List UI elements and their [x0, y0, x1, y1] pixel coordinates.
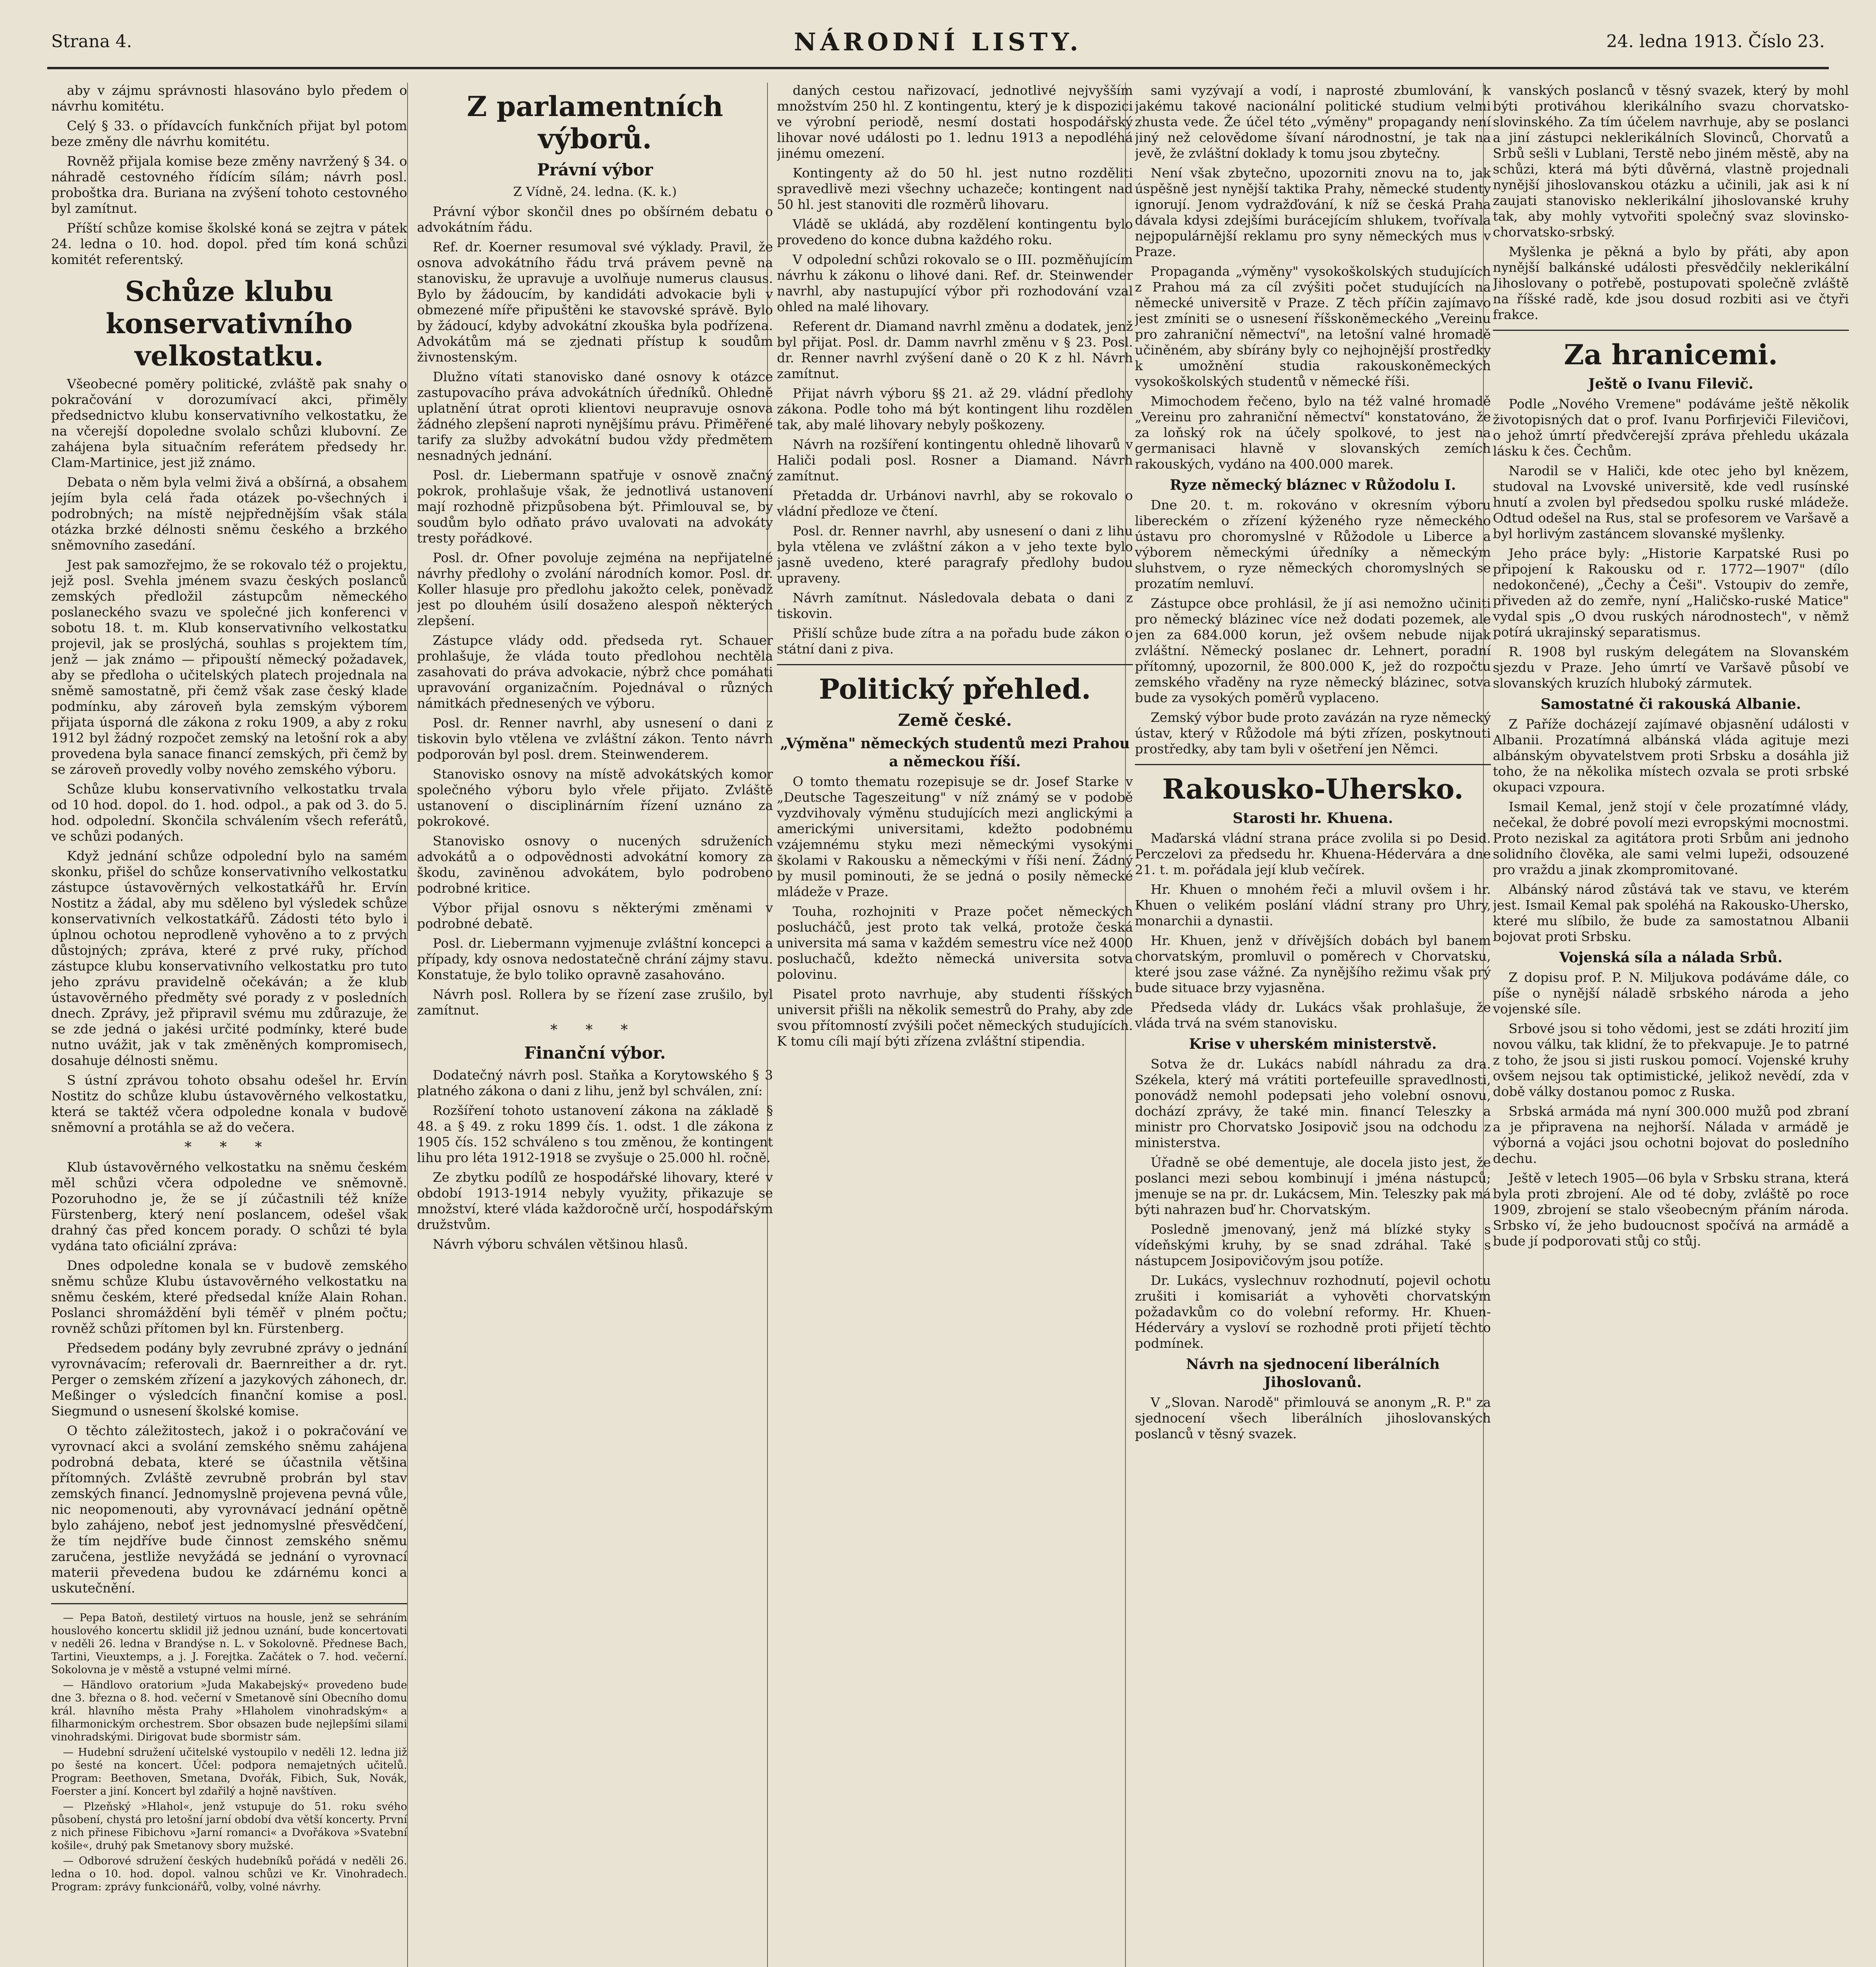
paragraph: Narodil se v Haliči, kde otec jeho byl knězem, studoval na Lvovské universitě, kde vedl rusínské hnutí a zvolen byl předsedou spolku ruské mládeže. Odtud odešel na Rus, stal se profesorem ve Varšavě a byl horlivým zastáncem slovanské myšlenky. [1493, 463, 1849, 541]
paragraph: Rovněž přijala komise beze změny navržený § 34. o náhradě cestovného řídícím sílám; návrh posl. proboštka dra. Buriana na zvýšení tohoto cestovného byl zamítnut. [51, 153, 407, 216]
column-5 [1493, 83, 1849, 1967]
news-item: — Händlovo oratorium »Juda Makabejský« provedeno bude dne 3. března o 8. hod. večerní v Smetanově síni Obecního domu král. hlavního města Prahy »Hlaholem vinohradským« a filharmonickým orchestrem. Sbor obsazen bude nejlepšími silami vinohradskými. Dirigovat bude sbormistr sám. [51, 1679, 407, 1743]
paragraph: Dne 20. t. m. rokováno v okresním výboru libereckém o zřízení kýženého ryze německého ústavu pro choromyslné v Růžodole u Liberce a výborem německými úředníky a německým sluhstvem, o ryze německých choromyslných se prozatím nemluví. [1135, 497, 1491, 591]
paragraph: Zástupce obce prohlásil, že jí asi nemožno učiniti pro německý blázinec více než dodati pozemek, ale jen za 684.000 korun, jež ovšem nebude nijak zvláštní. Německý poslanec dr. Lehnert, poradní přítomný, upozornil, že 800.000 K, jež do rozpočtu zemského vřaděny na ryze německý blázinec, sotva bude za vysokých poměrů vyplaceno. [1135, 596, 1491, 705]
article-subheading: Vojenská síla a nálada Srbů. [1559, 949, 1783, 966]
paragraph: Předsedem podány byly zevrubné zprávy o jednání vyrovnávacím; referovali dr. Baernreither a dr. ryt. Perger o zemském zřízení a jazykových záhonech, dr. Meßinger o výsledcích finanční komise a posl. Siegmund o usnesení školské komise. [51, 1340, 407, 1419]
paragraph: Příští schůze komise školské koná se zejtra v pátek 24. ledna o 10. hod. dopol. před tím koná schůzi komitét referentský. [51, 220, 407, 267]
paragraph: aby v zájmu správnosti hlasováno bylo předem o návrhu komitétu. [51, 83, 407, 114]
paragraph: daných cestou nařizovací, jednotlivé nejvyšším množstvím 250 hl. Z kontingentu, který je k dispozici ve výrobní periodě, nesmí dostati hospodářský lihovar nové události po 1. lednu 1913 a nepodléhá jinému omezení. [777, 83, 1133, 161]
article-headline: Rakousko-Uhersko. [1162, 773, 1464, 805]
column-4 [1135, 83, 1491, 1967]
news-item: — Hudební sdružení učitelské vystoupilo v neděli 12. ledna již po šesté na koncert. Účel: podpora nemajetných učitelů. Program: Beethoven, Smetana, Dvořák, Fibich, Suk, Novák, Foerster a jiní. Koncert byl zdařilý a hojně navštíven. [51, 1746, 407, 1797]
paragraph: Dodatečný návrh posl. Staňka a Korytowského § 3 platného zákona o dani z lihu, jenž byl schválen, zní: [417, 1067, 773, 1098]
dateline: Z Vídně, 24. ledna. (K. k.) [513, 184, 677, 199]
paragraph: Přijat návrh výboru §§ 21. až 29. vládní předlohy zákona. Podle toho má být kontingent lihu rozdělen tak, aby malé lihovary nebyly poškozeny. [777, 386, 1133, 432]
article-subheading: Ryze německý bláznec v Růžodolu I. [1170, 477, 1456, 493]
paragraph: Myšlenka je pěkná a bylo by přáti, aby apon nynější balkánské události přesvědčily neklerikální Jihoslovany o potřebě, postupovati společně zvláště na říšské radě, kde jsou dosud rozbiti asi ve čtyři frakce. [1493, 244, 1849, 322]
section-rule [777, 664, 1133, 665]
paragraph: Úřadně se obé dementuje, ale docela jisto jest, že poslanci mezi sebou kombinují i jména nástupců; jmenuje se na pr. dr. Lukácsem, Min. Teleszky pak má býti nahrazen buď hr. Chorvatským. [1135, 1155, 1491, 1217]
paragraph: Touha, rozhojniti v Praze počet německých poslucháčů, jest proto tak velká, protože česká universita má sama v každém semestru více než 4000 posluchačů, kdežto německá universita sotva polovinu. [777, 904, 1133, 982]
article-subheading: Krise v uherském ministerstvě. [1189, 1036, 1437, 1052]
paragraph: Rozšíření tohoto ustanovení zákona na základě § 48. a § 49. z roku 1899 čís. 1. odst. 1 dle zákona z 1905 čís. 152 schváleno s tou změnou, že kontingent lihu pro léta 1912-1918 se zvyšuje o 25.000 hl. ročně. [417, 1103, 773, 1165]
paragraph: Z dopisu prof. P. N. Miljukova podáváme dále, co píše o nynější náladě srbského národa a jeho vojenské síle. [1493, 970, 1849, 1017]
paragraph: Zemský výbor bude proto zavázán na ryze německý ústav, který v Růžodole má býti zřízen, poskytnouti prostředky, aby tam byli v ošetření jen Němci. [1135, 710, 1491, 757]
paragraph: Hr. Khuen o mnohém řeči a mluvil ovšem i hr. Khuen o velikém poslání vládní strany pro Uhry, monarchii a dynastii. [1135, 882, 1491, 928]
paragraph: Dnes odpoledne konala se v budově zemského sněmu schůze Klubu ústavověrného velkostatku na sněmu českém, které předsedal kníže Alain Rohan. Poslanci shromáždění byli téměř v plném počtu; rovněž schůzi přítomen byl kn. Fürstenberg. [51, 1258, 407, 1336]
paragraph: Ref. dr. Koerner resumoval své výklady. Pravil, že osnova advokátního řádu trvá právem pevně na stanovisku, že upravuje a uvolňuje numerus clausus. Bylo by žádoucím, by kandidáti advokacie byli v obmezené míře připuštěni ke stavovské správě. Bylo by žádoucí, kdyby advokátní zkouška byla podřízena. Advokátům má se zjednati přístup k soudům živnostenským. [417, 239, 773, 365]
article-headline: Schůze klubu konservativního velkostatku. [105, 275, 353, 372]
paragraph: Ismail Kemal, jenž stojí v čele prozatímné vlády, nečekal, že dobré povolí mezi evropskými mocnostmi. Proto neziskal za agitátora proti Srbům ani jednoho solidního člověka, ale sami velmi lupeži, odsouzené pro vraždu a jinak zkompromitované. [1493, 799, 1849, 877]
paragraph: Právní výbor skončil dnes po obšírném debatu o advokátním řádu. [417, 204, 773, 235]
header-rule [47, 67, 1829, 69]
paragraph: Srbská armáda má nyní 300.000 mužů pod zbraní a je připravena na nejhorší. Nálada v armádě je výborná a vojáci jsou ochotni bojovat do posledního dechu. [1493, 1103, 1849, 1166]
paragraph: Návrh výboru schválen většinou hlasů. [433, 1236, 688, 1252]
paragraph: Debata o něm byla velmi živá a obšírná, a obsahem jejím byla celá řada otázek po-všechných i podrobných; na místě nejpřednějším však stála otázka brzké délnosti sněmu českého a brzkého sněmovního zasedání. [51, 474, 407, 553]
article-subheading: Starosti hr. Khuena. [1232, 810, 1393, 827]
section-rule [51, 1603, 407, 1604]
news-item: — Odborové sdružení českých hudebníků pořádá v neděli 26. ledna o 10. hod. dopol. valnou schůzi ve Kr. Vinohradech. Program: zprávy funkcionářů, volby, volné návrhy. [51, 1855, 407, 1893]
paragraph: Návrh posl. Rollera by se řízení zase zrušilo, byl zamítnut. [417, 987, 773, 1018]
paragraph: Není však zbytečno, upozorniti znovu na to, jak úspěšně jest nynější taktika Prahy, německé studenty ignorují. Jenom vydražďování, k níž se česká Praha dávala kdysi zdejšími burácejícím shlukem, tvořívala nejpopulárnější reklamu pro syny německých mus v Praze. [1135, 165, 1491, 259]
section-subheading: Finanční výbor. [524, 1043, 666, 1063]
date-issue: 24. ledna 1913. Číslo 23. [1606, 31, 1825, 52]
paragraph: Přetadda dr. Urbánovi navrhl, aby se rokovalo o vládní předloze ve čtení. [777, 488, 1133, 519]
news-item: — Plzeňský »Hlahol«, jenž vstupuje do 51. roku svého působení, chystá pro letošní jarní období dva větší koncerty. První z nich přinese Fibichovu »Jarní romanci« a Dvořákova »Svatební košile«, druhý pak Smetanovy sbory mužské. [51, 1801, 407, 1852]
paragraph: Celý § 33. o přídavcích funkčních přijat byl potom beze změny dle návrhu komitétu. [51, 118, 407, 149]
paragraph: sami vyzývají a vodí, i naprosté zbumlování, k jakému takové nacionální politické studium velmi zhusta vede. Že účel této „výměny" propagandy není jiný než celovědome šívaní národnostní, je tak na jevě, že zvláštní doklady k tomu jsou zbytečny. [1135, 83, 1491, 161]
paragraph: Hr. Khuen, jenž v dřívějších dobách byl banem chorvatským, promluvil o poměrech v Chorvatsku, které jsou zase vážné. Za nynějšího režimu však prý bude situace brzy vyjasněna. [1135, 933, 1491, 995]
paragraph: Maďarská vládní strana práce zvolila si po Desid. Perczelovi za předsedu hr. Khuena-Hédervára a dne 21. t. m. pořádala její klub večírek. [1135, 830, 1491, 877]
paragraph: Výbor přijal osnovu s některými změnami v podrobné debatě. [417, 900, 773, 931]
section-rule [1493, 330, 1849, 331]
section-subheading: Právní výbor [537, 160, 653, 179]
masthead-title: NÁRODNÍ LISTY. [794, 28, 1082, 56]
paragraph: Předseda vlády dr. Lukács však prohlašuje, že vláda trvá na svém stanovisku. [1135, 1000, 1491, 1031]
paragraph: Kontingenty až do 50 hl. jest nutno rozděliti spravedlivě mezi všechny uchazeče; kontingent nad 50 hl. jest stanoviti dle rozměrů lihovaru. [777, 165, 1133, 212]
column-1 [51, 83, 407, 1967]
column-2 [417, 83, 773, 1967]
paragraph: Posl. dr. Liebermann spatřuje v osnově značný pokrok, prohlašuje však, že jednotlivá ustanovení mají rozhodně přizpůsobena být. Přimlouval se, by soudům bylo odňato právo uvalovati na advokáty tresty pořádkové. [417, 467, 773, 546]
paragraph: Srbové jsou si toho vědomi, jest se zdáti hrozití jim novou válku, tak klidní, že to překvapuje. Je to patrné z toho, že jsou si jisti ruskou pomocí. Vojenské kruhy ovšem nejsou tak optimistické, jelikož nevědí, zda v době války dostanou pomoc z Ruska. [1493, 1021, 1849, 1099]
paragraph: Ze zbytku podílů ze hospodářské lihovary, které v období 1913-1914 nebyly využity, přikazuje se množství, které vláda každoročně určí, hospodářským družstvům. [417, 1170, 773, 1232]
section-separator: * * * [184, 1139, 274, 1155]
paragraph: Posl. dr. Renner navrhl, aby usnesení o dani z tiskovin bylo vtělena ve zvláštní zákon. Tento návrh podporován byl posl. drem. Steinwenderem. [417, 715, 773, 762]
column-3 [777, 83, 1133, 1967]
paragraph: Mimochodem řečeno, bylo na též valné hromadě „Vereinu pro zahraniční němectví" konstatováno, že za loňský rok na účely spolkové, to jest na germanisaci hlavně v slovanských zemích rakouských, vydáno na 400.000 marek. [1135, 393, 1491, 472]
paragraph: Jeho práce byly: „Historie Karpatské Rusi po připojení k Rakousku od r. 1772—1907" (dílo nedokončené), „Čechy a Češi". Vstoupiv do zemře, přiveden až do zemře, nyní „Haličsko-ruské Matice" vydal spis „O dvou ruských národnostech", v němž potírá ukrajinský separatismus. [1493, 546, 1849, 640]
article-subheading: Ještě o Ivanu Filevič. [1588, 376, 1754, 392]
section-rule [1135, 764, 1491, 765]
paragraph: Podle „Nového Vremene" podáváme ještě několik životopisných dat o prof. Ivanu Porfirjeviči Filevičovi, o jehož úmrtí předvčerejší zpráva přehledu ukázala lásku k čes. Čechům. [1493, 396, 1849, 459]
paragraph: Stanovisko osnovy na místě advokátských komor společného výboru bylo vřele přijato. Zvláště ustanovení o disciplinárním řízení uznáno za pokrokové. [417, 766, 773, 829]
article-headline: Politický přehled. [819, 673, 1091, 705]
paragraph: Posledně jmenovaný, jenž má blízké styky s vídeňskými kruhy, by se snad zdráhal. Také s nástupcem Josipovičovým jsou potíže. [1135, 1222, 1491, 1268]
paragraph: Vládě se ukládá, aby rozdělení kontingentu bylo provedeno do konce dubna každého roku. [777, 216, 1133, 247]
paragraph: Posl. dr. Liebermann vyjmenuje zvláštní koncepci a případy, kdy osnova nedostatečně chrání zájmy stavu. Konstatuje, že bylo toliko opravně zasahováno. [417, 936, 773, 982]
paragraph: Propaganda „výměny" vysokoškolských studujících z Prahou má za cíl zvýšiti počet studujících na německé universitě v Praze. Z těch příčin zajímavo jest zmíniti se o usnesení říšskoněmeckého „Vereinu pro zahraniční němectví", na letošní valné hromadě učiněném, aby sbírány byly co nejhojnější prostředky k umožnění studia rakouskoněmeckých vysokoškolských studentů v německé říši. [1135, 264, 1491, 389]
article-headline: Za hranicemi. [1564, 338, 1778, 371]
paragraph: Sotva že dr. Lukács nabídl náhradu za dra. Székela, který má vrátiti portefeuille spravedlnosti, ponovádž nemohl podepsati jeho volební osnovu, dochází zprávy, že také min. financí Teleszky a ministr pro Chorvatsko Josipovič jsou na odchodu z ministerstva. [1135, 1056, 1491, 1150]
paragraph: Přišlí schůze bude zítra a na pořadu bude zákon o státní dani z piva. [777, 626, 1133, 657]
paragraph: Klub ústavověrného velkostatku na sněmu českém měl schůzi včera odpoledne ve sněmovně. Pozoruhodno je, že se jí zúčastnili též kníže Fürstenberg, který není poslancem, odešel však drahný čas před koncem porady. O schůzi té byla vydána tato oficiální zpráva: [51, 1159, 407, 1253]
news-item: — Pepa Batoň, destiletý virtuos na housle, jenž se sehráním houslového koncertu sklidil již jednou uznání, bude koncertovati v neděli 26. ledna v Brandýse n. L. v Sokolovně. Přednese Bach, Tartini, Vieuxtemps, a j. J. Forejtka. Začátek o 7. hod. večerní. Sokolovna je v městě a vstupné velmi mírné. [51, 1612, 407, 1676]
paragraph: V odpolední schůzi rokovalo se o III. pozměňujícím návrhu k zákonu o lihové dani. Ref. dr. Steinwender navrhl, aby nastupující výbor při rozhodování vzal ohled na malé lihovary. [777, 252, 1133, 314]
article-subheading: „Výměna" německých studentů mezi Prahou a německou říší. [780, 735, 1130, 770]
paragraph: Dr. Lukács, vyslechnuv rozhodnutí, pojevil ochotu zrušiti i komisariát a vyhověti chorvatským požadavkům co do volební reformy. Hr. Khuen-Héderváry a vysloví se rozhodně proti přijetí těchto podmínek. [1135, 1273, 1491, 1351]
paragraph: Albánský národ zůstává tak ve stavu, ve kterém jest. Ismail Kemal pak spoléhá na Rakousko-Uhersko, které mu slíbilo, že bude za samostatnou Albanii bojovat proti Srbsku. [1493, 882, 1849, 944]
paragraph: Posl. dr. Ofner povoluje zejména na nepřijatelné návrhy předlohy o zvolání národních komor. Posl. dr. Koller hlasuje pro předlohu jakožto celek, poněvadž jest po dlouhém úsilí dosaženo alespoň některých zlepšení. [417, 550, 773, 628]
article-subheading: Návrh na sjednocení liberálních Jihoslovanů. [1186, 1356, 1440, 1391]
paragraph: Zástupce vlády odd. předseda ryt. Schauer prohlašuje, že vláda touto předlohou nechtěla zasahovati do práva advokacie, nýbrž chce pomáhati upravování organizačním. Pojednával o různých námitkách přednesených ve výboru. [417, 633, 773, 711]
paragraph: Referent dr. Diamand navrhl změnu a dodatek, jenž byl přijat. Posl. dr. Damm navrhl změnu v § 23. Posl. dr. Renner navrhl zvýšení daně o 20 K z hl. Návrh zamítnut. [777, 319, 1133, 381]
paragraph: Posl. dr. Renner navrhl, aby usnesení o dani z lihu byla vtělena ve zvláštní zákon a v jeho texte bylo jasně uvedeno, které paragrafy předlohy budou upraveny. [777, 523, 1133, 586]
page-label: Strana 4. [51, 31, 132, 52]
page-header [51, 16, 1825, 63]
section-separator: * * * [550, 1022, 640, 1038]
paragraph: Stanovisko osnovy o nucených sdruženích advokátů a o odpovědnosti advokátní komory za škodu, zaviněnou advokátem, bylo podrobeno podrobné kritice. [417, 833, 773, 896]
section-subheading: Země české. [898, 710, 1012, 730]
paragraph: Schůze klubu konservativního velkostatku trvala od 10 hod. dopol. do 1. hod. odpol., a pak od 3. do 5. hod. odpolední. Skončila schválením všech referátů, ve schůzi podaných. [51, 781, 407, 844]
paragraph: R. 1908 byl ruským delegátem na Slovanském sjezdu v Praze. Jeho úmrtí ve Varšavě působí ve slovanských kruzích hluboký zármutek. [1493, 644, 1849, 691]
paragraph: Jest pak samozřejmo, že se rokovalo též o projektu, jejž posl. Svehla jménem svazu českých poslanců zemských předložil zástupcům německého poslaneckého svazu ve společné jich konferenci v sobotu 18. t. m. Klub konservativního velkostatku projevil, jak se proslýchá, souhlas s projektem tím, jenž — jak známo — připouští německý požadavek, aby se předloha o učitelských platech projednala na sněmě samostatně, při čemž však zase český klade podmínku, aby zároveň byla zemským výborem přijata úsporná dle zákona z roku 1909, a aby z roku 1912 byl žádný rozpočet zemský na letošní rok a aby provedena byla sanace financí zemských, při čemž by se zároveň provedly volby nového zemského výboru. [51, 557, 407, 777]
paragraph: O těchto záležitostech, jakož i o pokračování ve vyrovnací akci a svolání zemského sněmu zahájena podrobná debata, které se účastnila většina přítomných. Zvláště zevrubně probrán byl stav zemských financí. Jednomyslně projevena pevná vůle, nic neopomenouti, aby vyrovnávací jednání opětně bylo zahájeno, neboť jest jednomyslné přesvědčení, že tím nejdříve bude činnost zemského sněmu zaručena, jestliže nevyžádá se jednání o vyrovnací materii převedena budou ke zdárnému konci a uskutečnění. [51, 1423, 407, 1596]
paragraph: Všeobecné poměry politické, zvláště pak snahy o pokračování v dorozumívací akci, přiměly předsednictvo klubu konservativního velkostatku, že na včerejší dopoledne svolalo schůzi klubovní. Ze zahájena byla situačním referátem předsedy hr. Clam-Martinice, jest již známo. [51, 376, 407, 470]
paragraph: Ještě v letech 1905—06 byla v Srbsku strana, která byla proti zbrojení. Ale od té doby, zvláště po roce 1909, zbrojení se stalo všeobecným přáním národa. Srbsko ví, že jeho budoucnost spočívá na armádě a bude jí podporovati stůj co stůj. [1493, 1170, 1849, 1249]
paragraph: Když jednání schůze odpolední bylo na samém skonku, přišel do schůze konservativního velkostatku zástupce ústavověrných velkostatkářů hr. Ervín Nostitz a žádal, aby mu sděleno byl výsledek schůze konservativních velkostatkářů. Zádosti této bylo i úplnou ochotou neprodleně vyhověno a to z prvých důstojných; zpráva, které z prvé ruky, příchod zástupce klubu konservativního velkostatku pro tuto jeho zprávu pravidelně očekáván; a že klub ústavověrného předměty své porady z v posledních dnech. Zprávy, jež připravil svému mu zdůrazuje, že se zde jedná o jakési určité podmínky, které bude nutno uvážit, jak v tak změněných kompromisech, dosahuje délnosti sněmu. [51, 848, 407, 1068]
paragraph: O tomto thematu rozepisuje se dr. Josef Starke v „Deutsche Tageszeitung" v níž známý se v podobě vyzdvihovaly výměnu studujících mezi anglickými a americkými universitami, kdežto podobnému vzájemnému styku mezi německými vysokými školami v Rakousku a německými v říši není. Žádný by musil pominouti, že se jedná o posily německé mládeže v Praze. [777, 774, 1133, 899]
paragraph: Návrh zamítnut. Následovala debata o dani z tiskovin. [777, 590, 1133, 621]
paragraph: Pisatel proto navrhuje, aby studenti říšských universit přišli na několik semestrů do Prahy, aby zde svou přítomností zvýšili počet německých studujících. K tomu cíli mají býti zřízena zvláštní stipendia. [777, 986, 1133, 1049]
paragraph: Dlužno vítati stanovisko dané osnovy k otázce zastupovacího práva advokátních úředníků. Ohledně uplatnění útrat oproti klientovi neupravuje osnova žádného zlepšení naproti nynějšímu právu. Přiměřené tarify za služby advokátní budou vždy předmětem nesnadných jednání. [417, 369, 773, 463]
article-subheading: Samostatné či rakouská Albanie. [1540, 696, 1801, 712]
paragraph: Návrh na rozšíření kontingentu ohledně lihovarů v Haliči podali posl. Rosner a Diamand. Návrh zamítnut. [777, 437, 1133, 483]
column-divider [407, 83, 408, 1967]
paragraph: S ústní zprávou tohoto obsahu odešel hr. Ervín Nostitz do schůze klubu ústavověrného velkostatku, která se taktéž včera odpoledne konala v budově sněmovní a protáhla se až do večera. [51, 1072, 407, 1135]
paragraph: vanských poslanců v těsný svazek, který by mohl býti protiváhou klerikálního svazu chorvatsko-slovinského. Za tím účelem navrhuje, aby se poslanci a jiní zástupci neklerikálních Slovinců, Chorvatů a Srbů sešli v Lublani, Terstě nebo jiném městě, aby na schůzi, která má býti důvěrná, vlastně projednali nynější jihoslovanskou otázku a učinili, jak asi k ní zaujati stanovisko neklerikální jihoslovanské kruhy tak, aby mohly vytvořiti společný svaz slovinsko-chorvatsko-srbský. [1493, 83, 1849, 240]
paragraph: Z Paříže docházejí zajímavé objasnění události v Albanii. Prozatímná albánská vláda agituje mezi albánským obyvatelstvem proti Srbsku a dosáhla již toho, že na několika místech ozvala se proti srbské okupaci vzpoura. [1493, 716, 1849, 795]
paragraph: V „Slovan. Narodě" přimlouvá se anonym „R. P." za sjednocení všech liberálních jihoslovanských poslanců v těsný svazek. [1135, 1395, 1491, 1441]
article-headline: Z parlamentních výborů. [467, 90, 723, 155]
